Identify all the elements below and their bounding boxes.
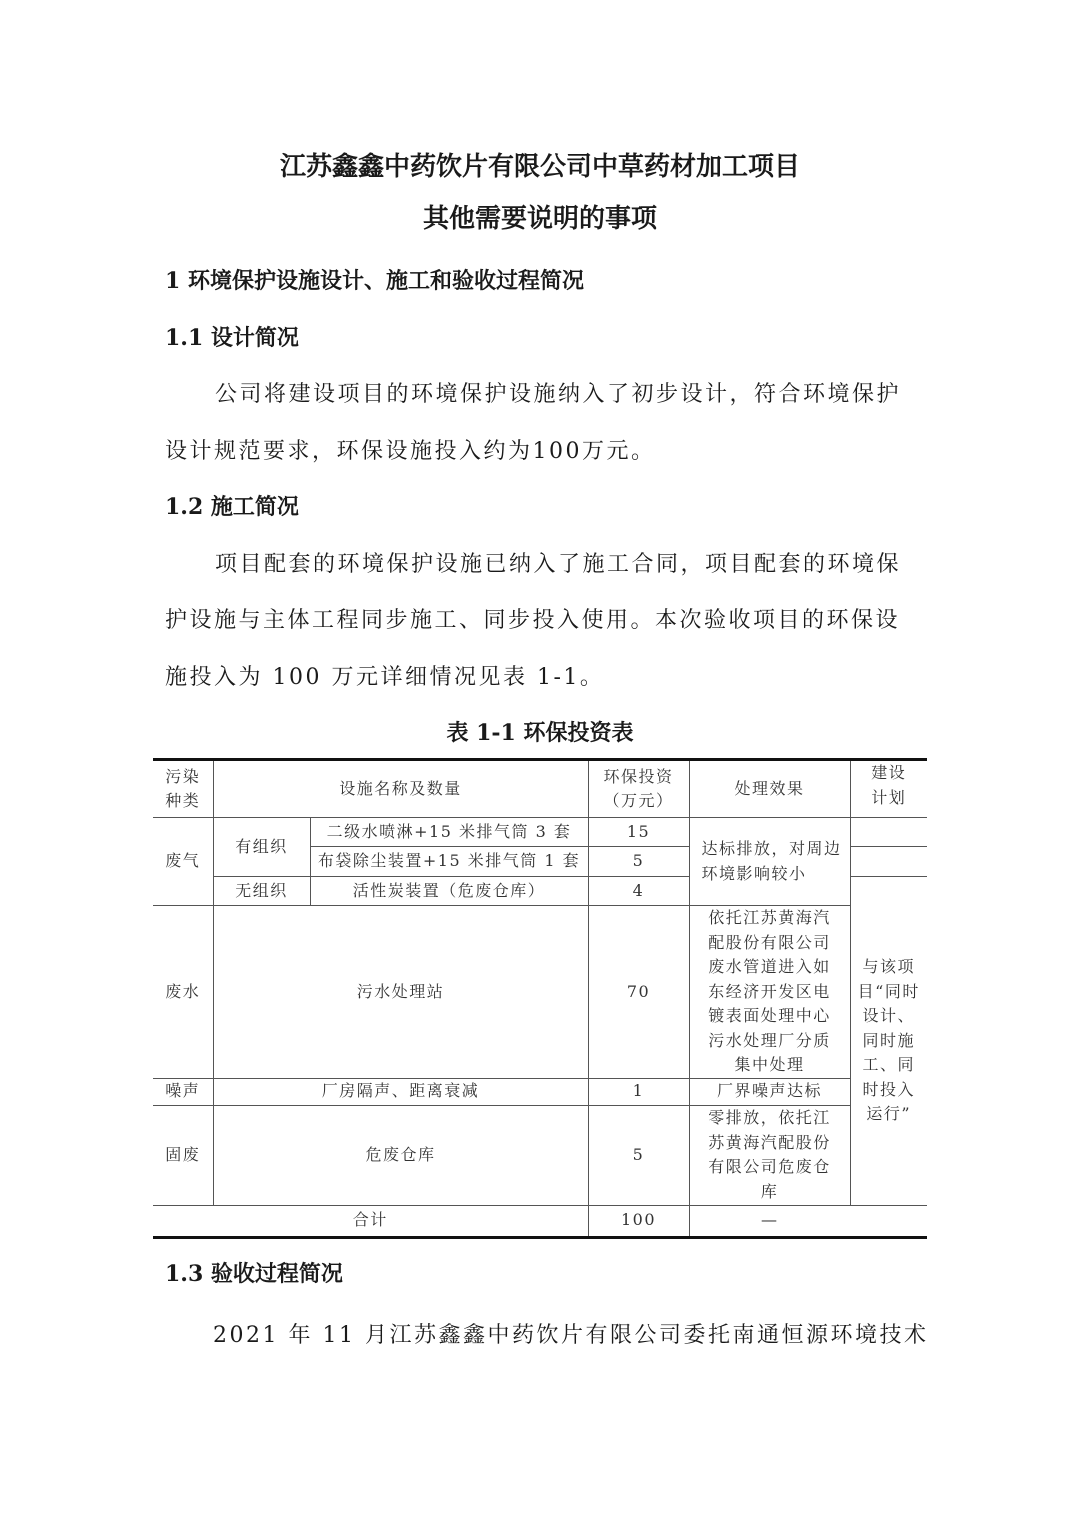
paragraph: 公司将建设项目的环境保护设施纳入了初步设计，符合环境保护 [215, 382, 902, 407]
type-cell: 固废 [153, 1105, 213, 1205]
header-cell: 处理效果 [689, 760, 850, 818]
table-cell: 达标排放，对周边环境影响较小 [689, 818, 850, 906]
paragraph: 设计规范要求，环保设施投入约为100万元。 [165, 439, 656, 464]
table-cell: 1 [588, 1078, 689, 1105]
header-cell: 环保投资 （万元） [588, 760, 689, 818]
empty-cell [850, 847, 927, 877]
table-caption: 表 1-1 环保投资表 [446, 720, 634, 746]
subtype-cell: 无组织 [213, 877, 310, 906]
section-1-3-heading: 1.3 验收过程简况 [165, 1261, 343, 1287]
type-cell: 废气 [153, 818, 213, 906]
table-cell: 厂界噪声达标 [689, 1078, 850, 1105]
paragraph: 项目配套的环境保护设施已纳入了施工合同，项目配套的环境保 [215, 552, 902, 577]
section-1-heading: 1 环境保护设施设计、施工和验收过程简况 [165, 268, 584, 294]
section-1-1-heading: 1.1 设计简况 [165, 325, 299, 351]
type-cell: 噪声 [153, 1078, 213, 1105]
table-cell: 5 [588, 847, 689, 877]
table-cell: 厂房隔声、距离衰减 [213, 1078, 588, 1105]
plan-cell: 与该项目“同时设计、同时施工、同时投入运行” [850, 877, 927, 1206]
paragraph: 护设施与主体工程同步施工、同步投入使用。本次验收项目的环保设 [165, 608, 901, 633]
total-effect: — [689, 1205, 927, 1237]
table-cell: 4 [588, 877, 689, 906]
table-cell: 依托江苏黄海汽配股份有限公司废水管道进入如东经济开发区电镀表面处理中心污水处理厂分质集中处理 [689, 906, 850, 1079]
table-cell: 活性炭装置（危废仓库） [310, 877, 588, 906]
doc-title-line1: 江苏鑫鑫中药饮片有限公司中草药材加工项目 [279, 152, 800, 182]
table-cell: 5 [588, 1105, 689, 1205]
table-cell: 15 [588, 818, 689, 847]
header-cell: 建设 计划 [850, 760, 927, 818]
empty-cell [850, 818, 927, 847]
table-cell: 零排放，依托江苏黄海汽配股份有限公司危废仓库 [689, 1105, 850, 1205]
subtype-cell: 有组织 [213, 818, 310, 877]
table-cell: 70 [588, 906, 689, 1079]
doc-title-line2: 其他需要说明的事项 [422, 204, 657, 234]
header-cell: 污染 种类 [153, 760, 213, 818]
table-cell: 污水处理站 [213, 906, 588, 1079]
table-cell: 布袋除尘装置+15 米排气筒 1 套 [310, 847, 588, 877]
header-cell: 设施名称及数量 [213, 760, 588, 818]
investment-table [153, 758, 927, 1239]
paragraph: 2021 年 11 月江苏鑫鑫中药饮片有限公司委托南通恒源环境技术 [213, 1323, 929, 1348]
type-cell: 废水 [153, 906, 213, 1079]
section-1-2-heading: 1.2 施工简况 [165, 494, 299, 520]
table-cell: 二级水喷淋+15 米排气筒 3 套 [310, 818, 588, 847]
total-label: 合计 [153, 1205, 588, 1237]
paragraph: 施投入为 100 万元详细情况见表 1-1。 [165, 665, 605, 690]
total-value: 100 [588, 1205, 689, 1237]
table-cell: 危废仓库 [213, 1105, 588, 1205]
